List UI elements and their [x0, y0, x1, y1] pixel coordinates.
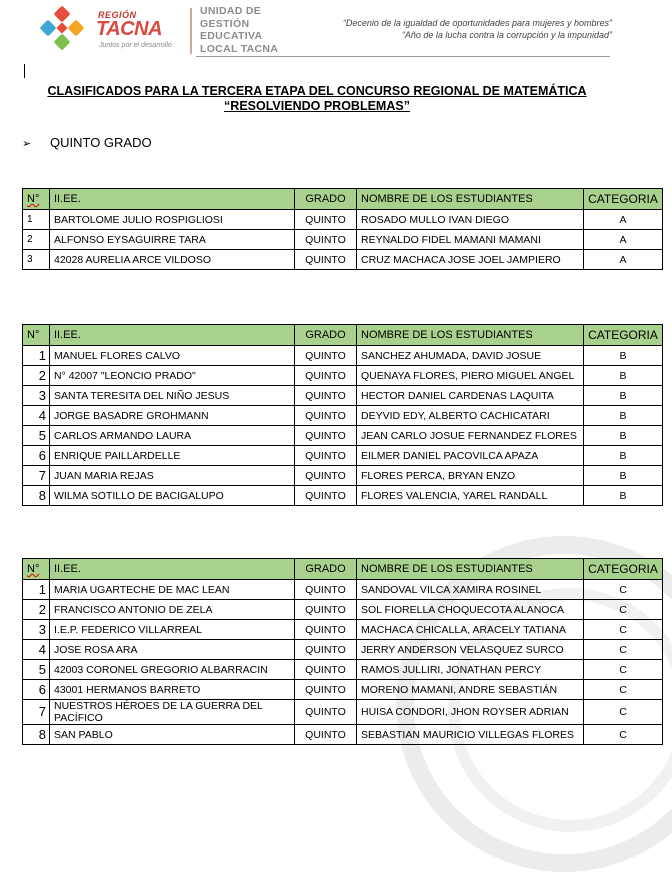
logo-divider	[190, 8, 192, 54]
cell-category: B	[584, 346, 663, 366]
table-row	[23, 466, 663, 486]
cell-number: 7	[23, 700, 50, 725]
cell-students: FLORES VALENCIA, YAREL RANDALL	[357, 486, 584, 506]
cell-number: 2	[23, 366, 50, 386]
table-row	[23, 580, 663, 600]
col-num: N°	[23, 559, 50, 580]
ugel-line-4: LOCAL TACNA	[200, 42, 279, 55]
cell-students: SEBASTIAN MAURICIO VILLEGAS FLORES	[357, 725, 584, 745]
motto-line-2: “Año de la lucha contra la corrupción y la impunidad”	[401, 30, 612, 40]
cell-students: ROSADO MULLO IVAN DIEGO	[357, 210, 584, 230]
logo-tagline: Juntos por el desarrollo	[99, 42, 172, 49]
table-row	[23, 406, 663, 426]
cell-number: 3	[23, 250, 50, 270]
cell-grade: QUINTO	[295, 466, 357, 486]
table-row	[23, 230, 663, 250]
cell-grade: QUINTO	[295, 700, 357, 725]
cell-number: 1	[23, 580, 50, 600]
cell-category: C	[584, 600, 663, 620]
cell-school: WILMA SOTILLO DE BACIGALUPO	[50, 486, 295, 506]
cell-school: JUAN MARIA REJAS	[50, 466, 295, 486]
logo-region-word: REGIÓN	[98, 10, 137, 20]
cell-school: SAN PABLO	[50, 725, 295, 745]
cell-school: 42003 CORONEL GREGORIO ALBARRACIN	[50, 660, 295, 680]
cell-school: ALFONSO EYSAGUIRRE TARA	[50, 230, 295, 250]
cell-students: HECTOR DANIEL CARDENAS LAQUITA	[357, 386, 584, 406]
cell-school: I.E.P. FEDERICO VILLARREAL	[50, 620, 295, 640]
cell-number: 6	[23, 446, 50, 466]
cell-number: 1	[23, 346, 50, 366]
cell-category: B	[584, 366, 663, 386]
cell-school: SANTA TERESITA DEL NIÑO JESUS	[50, 386, 295, 406]
col-school: II.EE.	[50, 325, 295, 346]
cell-school: ENRIQUE PAILLARDELLE	[50, 446, 295, 466]
cell-category: A	[584, 210, 663, 230]
cell-grade: QUINTO	[295, 640, 357, 660]
cell-school: FRANCISCO ANTONIO DE ZELA	[50, 600, 295, 620]
cell-category: C	[584, 640, 663, 660]
col-school: II.EE.	[50, 559, 295, 580]
cell-school: JOSE ROSA ARA	[50, 640, 295, 660]
cell-students: SANCHEZ AHUMADA, DAVID JOSUE	[357, 346, 584, 366]
col-grade: GRADO	[295, 189, 357, 210]
cell-grade: QUINTO	[295, 386, 357, 406]
ugel-name	[200, 5, 278, 55]
cell-students: FLORES PERCA, BRYAN ENZO	[357, 466, 584, 486]
cell-grade: QUINTO	[295, 250, 357, 270]
table-category-b	[22, 324, 663, 506]
cell-students: QUENAYA FLORES, PIERO MIGUEL ANGEL	[357, 366, 584, 386]
cell-number: 4	[23, 640, 50, 660]
title-line-1: CLASIFICADOS PARA LA TERCERA ETAPA DEL CONCURSO REGIONAL DE MATEMÁTICA	[47, 84, 587, 98]
region-tacna-logo-icon	[38, 6, 86, 54]
grade-heading	[22, 135, 152, 150]
bullet-arrow-icon: ➢	[22, 138, 32, 150]
ugel-line-1: UNIDAD DE	[200, 5, 262, 17]
cell-students: CRUZ MACHACA JOSE JOEL JAMPIERO	[357, 250, 584, 270]
cell-number: 5	[23, 426, 50, 446]
cell-students: SOL FIORELLA CHOQUECOTA ALANOCA	[357, 600, 584, 620]
cell-category: B	[584, 406, 663, 426]
table-row	[23, 446, 663, 466]
table-row	[23, 620, 663, 640]
cell-school: CARLOS ARMANDO LAURA	[50, 426, 295, 446]
col-category: CATEGORIA	[584, 559, 663, 580]
table-row	[23, 660, 663, 680]
cell-category: C	[584, 680, 663, 700]
cell-grade: QUINTO	[295, 620, 357, 640]
cell-category: B	[584, 386, 663, 406]
table-row	[23, 250, 663, 270]
ugel-line-2: GESTIÓN	[200, 17, 250, 30]
table-row	[23, 700, 663, 725]
cell-grade: QUINTO	[295, 725, 357, 745]
cell-category: A	[584, 230, 663, 250]
cell-number: 5	[23, 660, 50, 680]
title-line-2: “RESOLVIENDO PROBLEMAS”	[224, 99, 410, 113]
table-row	[23, 210, 663, 230]
cell-school: BARTOLOME JULIO ROSPIGLIOSI	[50, 210, 295, 230]
col-category: CATEGORIA	[584, 189, 663, 210]
col-students: NOMBRE DE LOS ESTUDIANTES	[357, 559, 584, 580]
cell-students: RAMOS JULLIRI, JONATHAN PERCY	[357, 660, 584, 680]
table-category-a	[22, 188, 663, 270]
cell-students: DEYVID EDY, ALBERTO CACHICATARI	[357, 406, 584, 426]
cell-category: C	[584, 725, 663, 745]
cell-grade: QUINTO	[295, 346, 357, 366]
cell-grade: QUINTO	[295, 680, 357, 700]
cell-number: 2	[23, 230, 50, 250]
cell-number: 7	[23, 466, 50, 486]
table-category-c	[22, 558, 663, 745]
cell-number: 8	[23, 725, 50, 745]
cell-category: C	[584, 580, 663, 600]
cell-category: B	[584, 426, 663, 446]
motto	[343, 17, 612, 41]
header-rule	[196, 56, 610, 57]
cell-school: MARIA UGARTECHE DE MAC LEAN	[50, 580, 295, 600]
cell-grade: QUINTO	[295, 580, 357, 600]
cell-category: C	[584, 660, 663, 680]
cell-category: C	[584, 700, 663, 725]
col-grade: GRADO	[295, 559, 357, 580]
cell-students: REYNALDO FIDEL MAMANI MAMANI	[357, 230, 584, 250]
col-num: N°	[23, 189, 50, 210]
cell-students: EILMER DANIEL PACOVILCA APAZA	[357, 446, 584, 466]
cell-school: N° 42007 "LEONCIO PRADO"	[50, 366, 295, 386]
col-students: NOMBRE DE LOS ESTUDIANTES	[357, 189, 584, 210]
cell-grade: QUINTO	[295, 600, 357, 620]
cell-students: JEAN CARLO JOSUE FERNANDEZ FLORES	[357, 426, 584, 446]
table-row	[23, 426, 663, 446]
cell-school: JORGE BASADRE GROHMANN	[50, 406, 295, 426]
cell-number: 2	[23, 600, 50, 620]
table-header-row	[23, 325, 663, 346]
cell-category: C	[584, 620, 663, 640]
cell-school: 43001 HERMANOS BARRETO	[50, 680, 295, 700]
table-row	[23, 486, 663, 506]
cell-grade: QUINTO	[295, 406, 357, 426]
cell-grade: QUINTO	[295, 660, 357, 680]
letterhead	[0, 0, 672, 60]
table-row	[23, 725, 663, 745]
col-grade: GRADO	[295, 325, 357, 346]
cell-number: 4	[23, 406, 50, 426]
table-row	[23, 680, 663, 700]
cell-number: 3	[23, 386, 50, 406]
cell-grade: QUINTO	[295, 426, 357, 446]
table-row	[23, 366, 663, 386]
grade-label: QUINTO GRADO	[50, 135, 152, 150]
cell-number: 8	[23, 486, 50, 506]
cell-number: 3	[23, 620, 50, 640]
cell-category: B	[584, 446, 663, 466]
col-category: CATEGORIA	[584, 325, 663, 346]
cell-grade: QUINTO	[295, 486, 357, 506]
table-row	[23, 600, 663, 620]
table-row	[23, 386, 663, 406]
cell-category: A	[584, 250, 663, 270]
table-row	[23, 640, 663, 660]
table-header-row	[23, 559, 663, 580]
cell-students: HUISA CONDORI, JHON ROYSER ADRIAN	[357, 700, 584, 725]
cell-grade: QUINTO	[295, 446, 357, 466]
cell-grade: QUINTO	[295, 366, 357, 386]
col-school: II.EE.	[50, 189, 295, 210]
cell-category: B	[584, 486, 663, 506]
cell-number: 6	[23, 680, 50, 700]
motto-line-1: “Decenio de la igualdad de oportunidades para mujeres y hombres”	[342, 18, 612, 28]
table-row	[23, 346, 663, 366]
text-cursor	[24, 64, 25, 78]
cell-students: MORENO MAMANI, ANDRE SEBASTIÁN	[357, 680, 584, 700]
cell-category: B	[584, 466, 663, 486]
cell-school: NUESTROS HÉROES DE LA GUERRA DEL PACÍFICO	[50, 700, 295, 725]
col-students: NOMBRE DE LOS ESTUDIANTES	[357, 325, 584, 346]
cell-students: MACHACA CHICALLA, ARACELY TATIANA	[357, 620, 584, 640]
cell-grade: QUINTO	[295, 210, 357, 230]
col-num: N°	[23, 325, 50, 346]
cell-students: JERRY ANDERSON VELASQUEZ SURCO	[357, 640, 584, 660]
cell-grade: QUINTO	[295, 230, 357, 250]
document-title	[0, 84, 634, 114]
cell-school: MANUEL FLORES CALVO	[50, 346, 295, 366]
logo-tacna-word: TACNA	[96, 18, 163, 40]
ugel-line-3: EDUCATIVA	[200, 30, 263, 42]
cell-school: 42028 AURELIA ARCE VILDOSO	[50, 250, 295, 270]
cell-number: 1	[23, 210, 50, 230]
table-header-row	[23, 189, 663, 210]
cell-students: SANDOVAL VILCA XAMIRA ROSINEL	[357, 580, 584, 600]
